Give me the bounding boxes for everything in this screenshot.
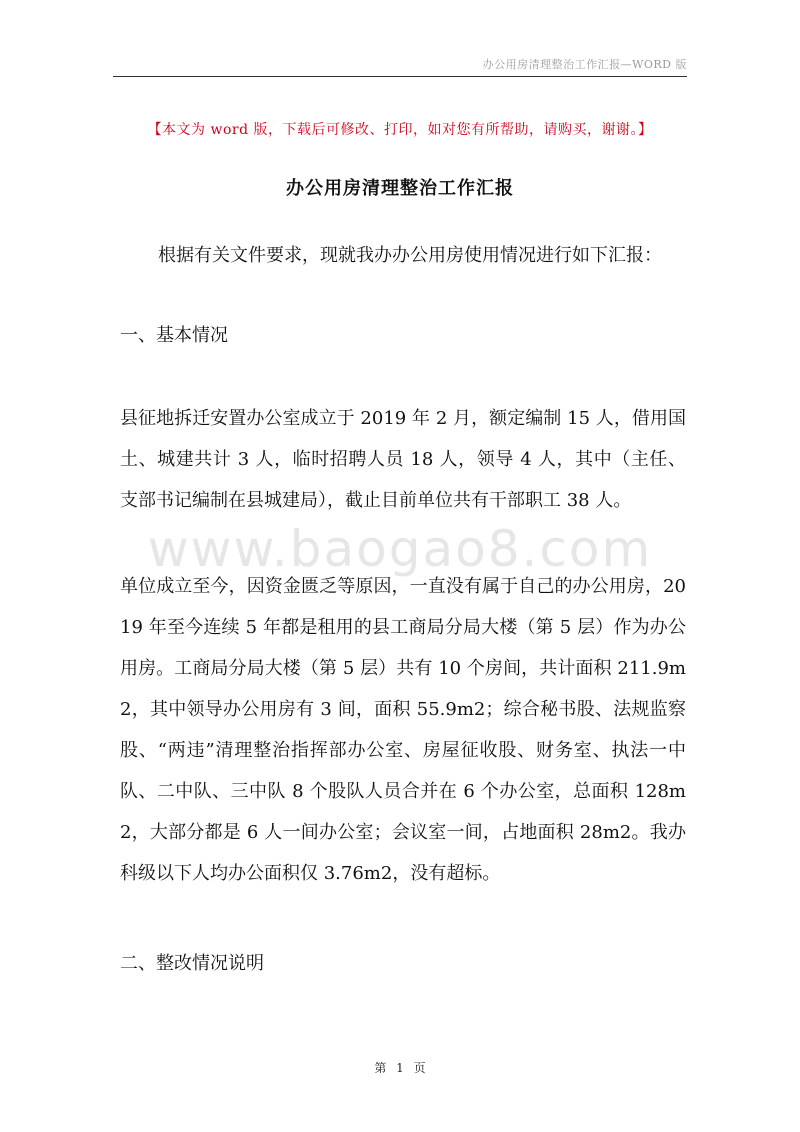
paragraph-staffing: 县征地拆迁安置办公室成立于 2019 年 2 月，额定编制 15 人，借用国土、城建共计 3 人，临时招聘人员 18 人，领导 4 人，其中（主任、支部书记编制在县城建局），截止目前单位共有干部职工 38 人。 — [120, 408, 686, 511]
running-header: 办公用房清理整治工作汇报—WORD 版 — [482, 58, 687, 71]
page-suffix: 页 — [413, 1061, 426, 1075]
watermark: www.baogao8.com — [147, 520, 653, 578]
page-prefix: 第 — [374, 1061, 387, 1075]
intro-paragraph: 根据有关文件要求，现就我办办公用房使用情况进行如下汇报： — [158, 245, 662, 266]
page-number: 1 — [396, 1061, 404, 1075]
download-notice: 【本文为 word 版，下载后可修改、打印，如对您有所帮助，请购买，谢谢。】 — [147, 122, 653, 138]
header-divider — [113, 76, 687, 77]
section-heading-rectification: 二、整改情况说明 — [120, 953, 264, 974]
document-title: 办公用房清理整治工作汇报 — [286, 178, 514, 199]
section-heading-basic-situation: 一、基本情况 — [120, 325, 228, 346]
paragraph-office-space: 单位成立至今，因资金匮乏等原因，一直没有属于自己的办公用房，2019 年至今连续 5 年都是租用的县工商局分局大楼（第 5 层）作为办公用房。工商局分局大楼（第 5 层）共有 10 个房间，共计面积 211.9m2，其中领导办公用房有 3 间，面积 55.9m2；综合秘书股、法规监察股、“两违”清理整治指挥部办公室、房屋征收股、财务室、执法一中队、二中队、三中队 8 个股队人员合并在 6 个办公室，总面积 128m2，大部分都是 6 人一间办公室；会议室一间，占地面积 28m2。我办科级以下人均办公面积仅 3.76m2，没有超标。 — [120, 576, 686, 884]
page-number-footer — [0, 1059, 800, 1076]
